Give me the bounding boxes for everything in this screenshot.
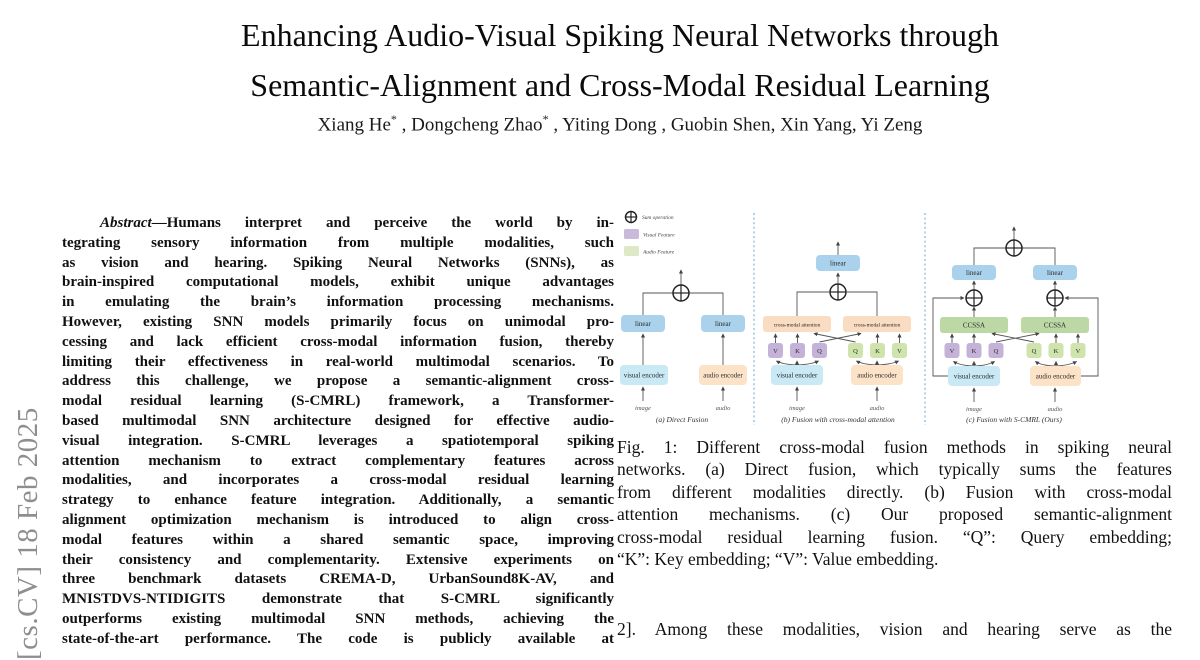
- abstract-heading: Abstract: [100, 215, 152, 231]
- key-label: K: [795, 348, 800, 355]
- panel-a-direct-fusion: [620, 270, 747, 424]
- legend-sum-label: Sum operation: [642, 215, 674, 221]
- key-label: K: [971, 348, 977, 355]
- caption-line: attention mechanisms. (c) Our proposed semantic-alignment: [617, 504, 1172, 525]
- caption-line: Fig. 1: Different cross-modal fusion methods in spiking neural: [617, 437, 1172, 457]
- visual-encoder-label: visual encoder: [623, 371, 665, 380]
- authors-line: [60, 112, 1180, 136]
- abstract-line: cessing and lack efficient cross-modal information fusion, thereby: [62, 333, 614, 350]
- author-asterisk: *: [542, 112, 549, 126]
- figure-caption: [617, 436, 1172, 570]
- abstract-line: three benchmark datasets CREMA-D, UrbanSound8K-AV, and: [62, 571, 614, 588]
- abstract-line: their consistency and complementarity. Extensive experiments on: [62, 551, 614, 568]
- sum-node-icon: [1047, 290, 1063, 306]
- image-input-label: image: [966, 406, 982, 413]
- abstract-line: brain-inspired computational models, exhibit unique advantages: [62, 274, 614, 291]
- panel-c-s-cmrl: [933, 227, 1098, 424]
- caption-line: from different modalities directly. (b) Fusion with cross-modal: [617, 481, 1172, 502]
- arxiv-watermark: [cs.CV] 18 Feb 2025: [12, 407, 44, 660]
- abstract-line: attention mechanism to extract complementary features across: [62, 452, 614, 469]
- paper-title: [60, 10, 1180, 110]
- audio-encoder-label: audio encoder: [1035, 372, 1076, 381]
- sum-operation-icon: [626, 212, 637, 223]
- visual-encoder-label: visual encoder: [953, 372, 995, 381]
- value-label: V: [1075, 348, 1081, 355]
- audio-input-label: audio: [715, 405, 731, 412]
- abstract-line: modal features within a shared semantic space, improving: [62, 531, 614, 548]
- abstract-section: [62, 214, 614, 650]
- abstract-line: visual integration. S-CMRL leverages a spatiotemporal spiking: [62, 432, 614, 449]
- legend-visual-label: Visual Feature: [643, 232, 675, 239]
- linear-label: linear: [635, 320, 651, 328]
- figure-legend: [624, 212, 675, 257]
- abstract-line: address this challenge, we propose a semantic-alignment cross-: [62, 373, 614, 390]
- abstract-text: —Humans interpret and perceive the world by in-: [151, 215, 614, 231]
- ccssa-label: CCSSA: [962, 321, 986, 330]
- abstract-line: as vision and hearing. Spiking Neural Networks (SNNs), as: [62, 254, 614, 271]
- linear-label: linear: [1047, 269, 1063, 277]
- linear-label: linear: [966, 269, 982, 277]
- body-text-line: 2]. Among these modalities, vision and hearing serve as the: [617, 619, 1172, 639]
- query-label: Q: [853, 348, 858, 355]
- value-label: V: [949, 348, 955, 355]
- title-line-1: Enhancing Audio-Visual Spiking Neural Networks through: [241, 17, 999, 53]
- cross-modal-attention-label: cross-modal attention: [853, 322, 901, 329]
- sum-node-icon: [1006, 240, 1022, 256]
- abstract-line: MNISTDVS-NTIDIGITS demonstrate that S-CMRL significantly: [62, 591, 614, 608]
- abstract-line: limiting their effectiveness in real-world multimodal scenarios. To: [62, 353, 614, 370]
- abstract-line: modal residual learning (S-CMRL) framework, a Transformer-: [62, 393, 614, 410]
- key-label: K: [1053, 348, 1059, 355]
- abstract-line: alignment optimization mechanism is introduced to align cross-: [62, 511, 614, 528]
- sum-node-icon: [673, 285, 689, 301]
- author-name: , Dongcheng Zhao: [396, 114, 543, 136]
- image-input-label: image: [789, 405, 805, 412]
- panel-b-cross-modal-attention: [763, 242, 911, 424]
- abstract-line: strategy to enhance feature integration. Additionally, a semantic: [62, 492, 614, 509]
- value-label: V: [897, 348, 902, 355]
- abstract-line: tegrating sensory information from multiple modalities, such: [62, 234, 614, 251]
- query-label: Q: [1031, 348, 1037, 355]
- key-label: K: [875, 348, 880, 355]
- figure-1-diagram: [620, 203, 1180, 433]
- query-label: Q: [817, 348, 822, 355]
- abstract-line: However, existing SNN models primarily focus on unimodal pro-: [62, 313, 614, 330]
- abstract-line: [62, 214, 614, 234]
- caption-line: cross-modal residual learning fusion. “Q”: Query embedding;: [617, 526, 1172, 547]
- audio-encoder-label: audio encoder: [857, 371, 897, 380]
- visual-feature-swatch: [624, 229, 639, 239]
- ccssa-label: CCSSA: [1043, 321, 1067, 330]
- abstract-line: modalities, and incorporates a cross-modal residual learning: [62, 472, 614, 489]
- audio-input-label: audio: [1047, 406, 1063, 413]
- value-label: V: [773, 348, 778, 355]
- audio-input-label: audio: [869, 405, 885, 412]
- linear-label: linear: [715, 320, 731, 328]
- image-input-label: image: [635, 405, 651, 412]
- audio-encoder-label: audio encoder: [703, 371, 743, 380]
- query-label: Q: [993, 348, 999, 355]
- author-name: Xiang He: [317, 114, 391, 136]
- abstract-line: outperforms existing multimodal SNN methods, achieving the: [62, 610, 614, 627]
- sum-node-icon: [830, 284, 846, 300]
- author-name: , Yiting Dong , Guobin Shen, Xin Yang, Yi Zeng: [548, 114, 923, 136]
- caption-line: networks. (a) Direct fusion, which typically sums the features: [617, 459, 1172, 480]
- panel-c-caption: (c) Fusion with S-CMRL (Ours): [966, 415, 1062, 424]
- abstract-line: state-of-the-art performance. The code is publicly available at: [62, 630, 614, 647]
- panel-b-caption: (b) Fusion with cross-modal attention: [781, 415, 895, 424]
- linear-label: linear: [830, 259, 846, 268]
- visual-encoder-label: visual encoder: [776, 371, 818, 380]
- abstract-line: based multimodal SNN architecture designed for effective audio-: [62, 412, 614, 429]
- audio-feature-swatch: [624, 246, 639, 256]
- abstract-line: in emulating the brain’s information processing mechanisms.: [62, 294, 614, 311]
- panel-a-caption: (a) Direct Fusion: [655, 415, 709, 424]
- title-line-2: Semantic-Alignment and Cross-Modal Residual Learning: [250, 67, 990, 103]
- cross-modal-attention-label: cross-modal attention: [773, 322, 821, 329]
- caption-line: “K”: Key embedding; “V”: Value embedding.: [617, 549, 939, 570]
- legend-audio-label: Audio Feature: [643, 249, 675, 256]
- sum-node-icon: [966, 290, 982, 306]
- author-asterisk: *: [390, 112, 397, 126]
